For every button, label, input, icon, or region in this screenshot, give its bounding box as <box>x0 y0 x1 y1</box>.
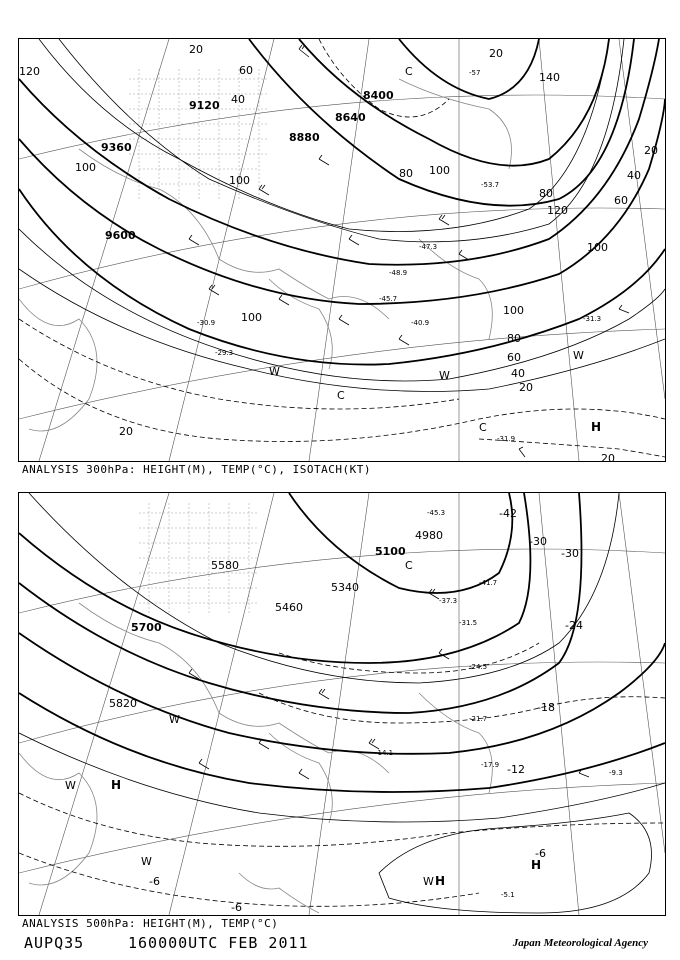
height-label-5460: 5460 <box>275 601 303 614</box>
warm-center-marker: W <box>423 875 434 888</box>
temp-label: -47.3 <box>419 243 438 251</box>
height-label-9600: 9600 <box>105 229 136 242</box>
isotherm-label: -6 <box>149 875 160 888</box>
temp-label: -31.3 <box>583 315 602 323</box>
height-label-5700: 5700 <box>131 621 162 634</box>
height-label-5820: 5820 <box>109 697 137 710</box>
height-contours <box>19 39 665 365</box>
isotach-label: 140 <box>539 71 560 84</box>
isotach-label: 20 <box>601 452 615 461</box>
station-label: -21.7 <box>469 715 488 723</box>
height-label-5340: 5340 <box>331 581 359 594</box>
height-label-8880: 8880 <box>289 131 320 144</box>
warm-center-marker: W <box>573 349 584 362</box>
isotach-label: 100 <box>229 174 250 187</box>
cold-hatching <box>139 503 259 613</box>
chart-500hpa <box>18 492 666 916</box>
isotherm-label: -6 <box>231 901 242 914</box>
wind-barbs <box>189 45 629 457</box>
height-label-5580: 5580 <box>211 559 239 572</box>
caption-300hpa: ANALYSIS 300hPa: HEIGHT(M), TEMP(°C), ISOTACH(KT) <box>22 463 372 476</box>
height-label-8640: 8640 <box>335 111 366 124</box>
isotherm-label: -12 <box>507 763 525 776</box>
warm-center-marker: W <box>269 365 280 378</box>
height-label-9360: 9360 <box>101 141 132 154</box>
isotherm-label: -42 <box>499 507 517 520</box>
agency-name: Japan Meteorological Agency <box>512 937 648 949</box>
temp-label: -31.9 <box>497 435 516 443</box>
isotach-label: 80 <box>507 332 521 345</box>
temp-label: -53.7 <box>481 181 500 189</box>
station-label: -9.3 <box>609 769 623 777</box>
temp-label: -29.3 <box>215 349 234 357</box>
isotach-label: 100 <box>429 164 450 177</box>
height-label-9120: 9120 <box>189 99 220 112</box>
temp-label: -57 <box>469 69 481 77</box>
isotach-label: 20 <box>189 43 203 56</box>
coastlines <box>19 603 492 913</box>
high-pressure-marker: H <box>435 874 446 888</box>
high-pressure-marker: H <box>591 420 602 434</box>
station-label: -37.3 <box>439 597 458 605</box>
height-label-5100: 5100 <box>375 545 406 558</box>
isotach-label: 120 <box>547 204 568 217</box>
isotherm-label: -18 <box>537 701 555 714</box>
cold-center-marker: C <box>337 389 345 402</box>
cold-center-marker: C <box>405 559 413 572</box>
station-label: -45.3 <box>427 509 446 517</box>
station-label: -41.7 <box>479 579 498 587</box>
temp-label: -48.9 <box>389 269 408 277</box>
warm-center-marker: W <box>141 855 152 868</box>
isotherm-label: -24 <box>565 619 583 632</box>
station-label: -14.1 <box>375 749 394 757</box>
analysis-time: 160000UTC FEB 2011 <box>128 934 309 952</box>
isotach-label: 100 <box>587 241 608 254</box>
isotherm-label: -30 <box>561 547 579 560</box>
isotach-label: 40 <box>627 169 641 182</box>
station-label: -17.9 <box>481 761 500 769</box>
isotach-label: 120 <box>19 65 40 78</box>
warm-center-marker: W <box>65 779 76 792</box>
temp-label: -30.9 <box>197 319 216 327</box>
station-label: -5.1 <box>501 891 515 899</box>
isotach-label: 40 <box>231 93 245 106</box>
isotach-label: 60 <box>507 351 521 364</box>
isotach-label: 100 <box>75 161 96 174</box>
coastlines <box>19 79 512 431</box>
cold-center-marker: C <box>405 65 413 78</box>
high-pressure-marker: H <box>531 858 542 872</box>
isotach-label: 20 <box>644 144 658 157</box>
isotach-label: 60 <box>239 64 253 77</box>
isotherm-label: -6 <box>535 847 546 860</box>
isotach-label: 40 <box>511 367 525 380</box>
isotach-label: 20 <box>119 425 133 438</box>
station-label: -31.5 <box>459 619 478 627</box>
height-label-4980: 4980 <box>415 529 443 542</box>
isotach-label: 80 <box>399 167 413 180</box>
isotach-label: 80 <box>539 187 553 200</box>
map-500hpa <box>19 493 665 915</box>
isotach-label: 100 <box>241 311 262 324</box>
temp-label: -45.7 <box>379 295 398 303</box>
chart-code: AUPQ35 <box>24 934 85 952</box>
map-300hpa <box>19 39 665 461</box>
station-label: -24.5 <box>469 663 488 671</box>
chart-300hpa <box>18 38 666 462</box>
height-label-8400: 8400 <box>363 89 394 102</box>
cold-center-marker: C <box>479 421 487 434</box>
high-pressure-marker: H <box>111 778 122 792</box>
isotach-label: 100 <box>503 304 524 317</box>
isotach-label: 60 <box>614 194 628 207</box>
warm-center-marker: W <box>169 713 180 726</box>
warm-center-marker: W <box>439 369 450 382</box>
temp-label: -40.9 <box>411 319 430 327</box>
isotach-label: 20 <box>519 381 533 394</box>
isotach-contours <box>19 39 665 392</box>
isotherm-label: -30 <box>529 535 547 548</box>
height-contours <box>19 493 665 792</box>
caption-500hpa: ANALYSIS 500hPa: HEIGHT(M), TEMP(°C) <box>22 917 279 930</box>
isotach-label: 20 <box>489 47 503 60</box>
